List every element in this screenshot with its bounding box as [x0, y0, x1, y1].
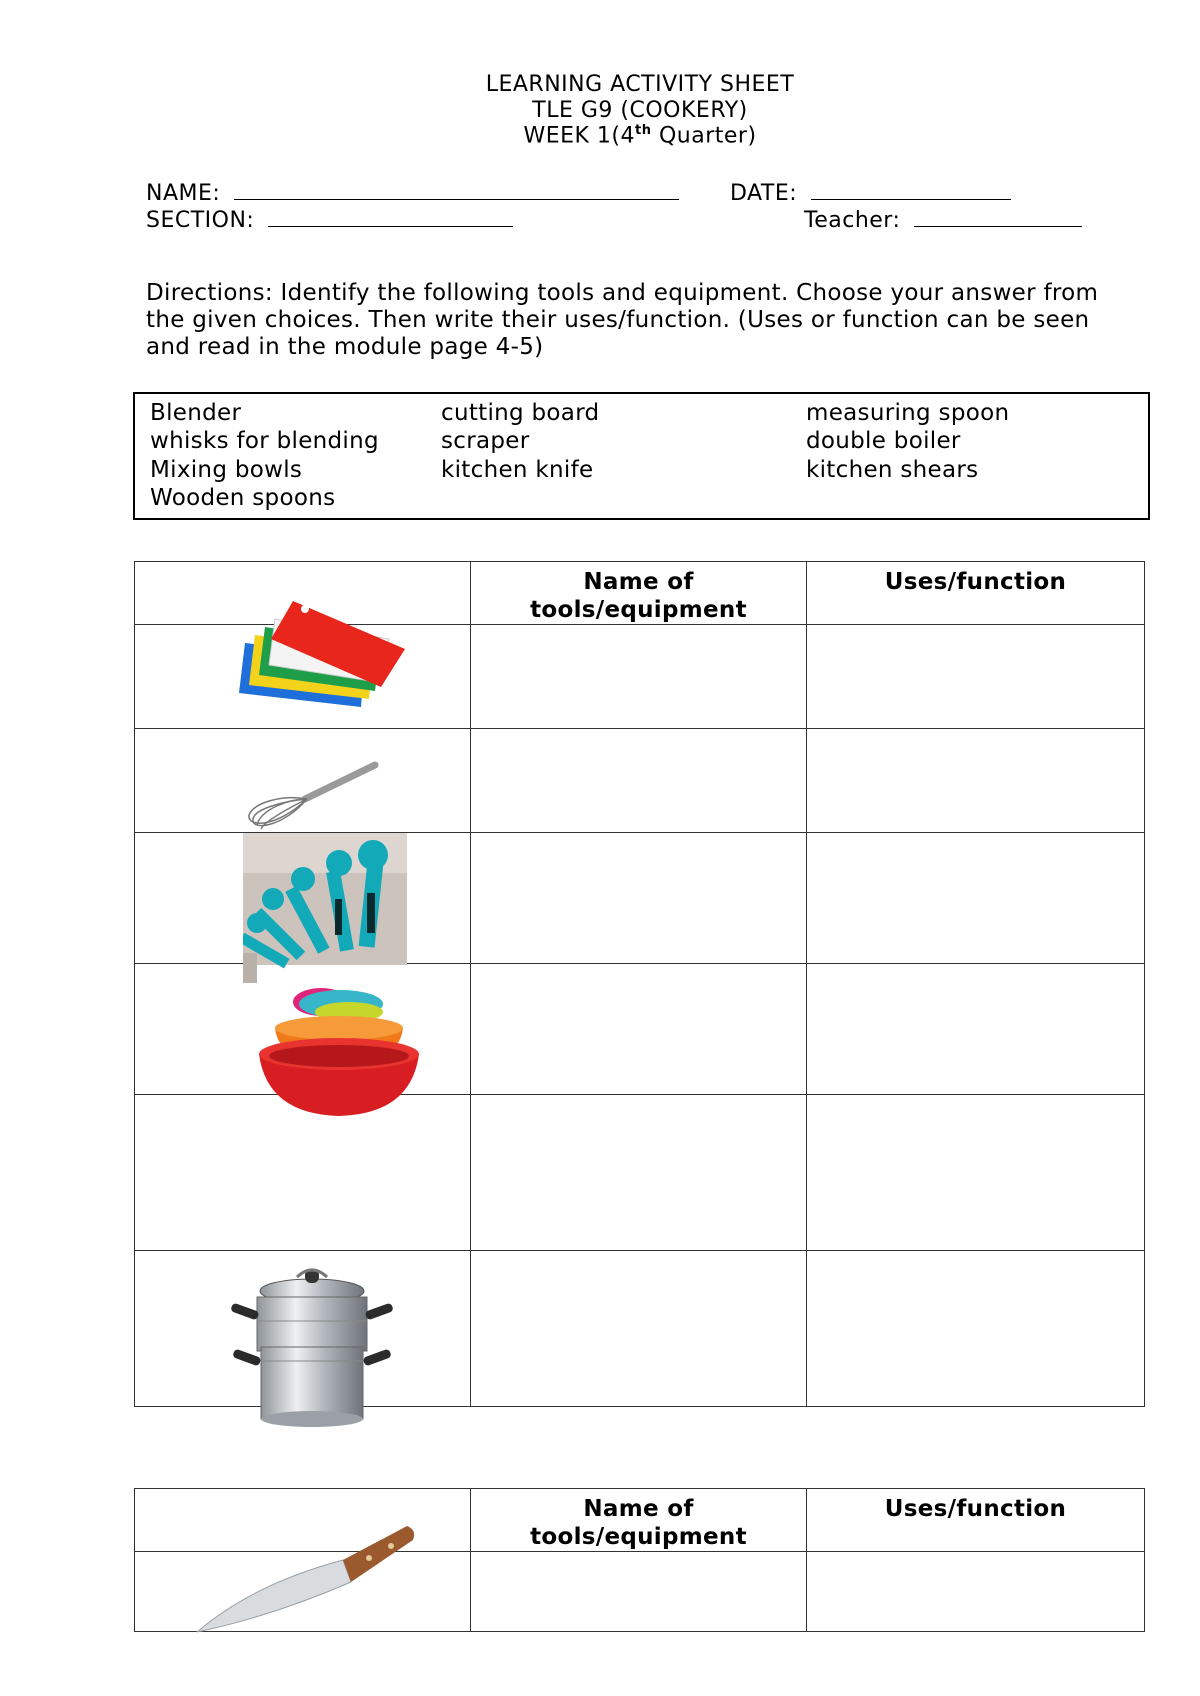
- uses-header: Uses/function: [884, 569, 1067, 595]
- name-header-line1: Name of: [583, 569, 694, 595]
- name-field: [146, 177, 679, 206]
- image-cell: [135, 729, 471, 833]
- table-row: [135, 1552, 1145, 1632]
- image-cell: [135, 1552, 471, 1632]
- table-row: [135, 729, 1145, 833]
- name-answer-cell[interactable]: [471, 833, 807, 964]
- uses-answer-cell[interactable]: [807, 833, 1145, 964]
- choice-item: kitchen knife: [441, 457, 594, 483]
- table-row: [135, 964, 1145, 1095]
- sheet-title: LEARNING ACTIVITY SHEET: [485, 72, 795, 97]
- choice-item: measuring spoon: [806, 400, 1010, 426]
- table-row: [135, 1095, 1145, 1251]
- uses-answer-cell[interactable]: [807, 1552, 1145, 1632]
- image-cell: [135, 625, 471, 729]
- name-answer-cell[interactable]: [471, 1251, 807, 1407]
- name-header-cell: [471, 562, 807, 625]
- quarter-label: Quarter): [651, 123, 757, 149]
- name-answer-cell[interactable]: [471, 1095, 807, 1251]
- kitchen-knife-icon: [193, 1520, 419, 1636]
- teacher-line[interactable]: [914, 204, 1082, 227]
- section-line[interactable]: [268, 204, 513, 227]
- choice-item: Wooden spoons: [150, 485, 336, 511]
- choice-item: scraper: [441, 428, 530, 454]
- directions-text: Directions: Identify the following tools and equipment. Choose your answer from the given choices. Then write their uses/function. (Uses or function can be seen and read in the module page 4-5): [146, 280, 1099, 360]
- choices-box: [133, 392, 1150, 520]
- uses-answer-cell[interactable]: [807, 729, 1145, 833]
- teacher-label: Teacher:: [804, 208, 901, 233]
- image-cell: [135, 833, 471, 964]
- image-cell: [135, 1251, 471, 1407]
- choice-item: Mixing bowls: [150, 457, 303, 483]
- subject-title: TLE G9 (COOKERY): [532, 98, 748, 123]
- uses-header: Uses/function: [884, 1496, 1067, 1522]
- name-label: NAME:: [146, 181, 221, 206]
- image-cell: [135, 1095, 471, 1251]
- name-header-cell: [471, 1489, 807, 1552]
- name-header: [471, 562, 806, 624]
- cutting-boards-icon: [235, 595, 415, 721]
- week-ordinal: th: [635, 123, 652, 138]
- name-answer-cell[interactable]: [471, 625, 807, 729]
- image-cell: [135, 964, 471, 1095]
- date-line[interactable]: [811, 177, 1011, 200]
- name-answer-cell[interactable]: [471, 729, 807, 833]
- uses-answer-cell[interactable]: [807, 1251, 1145, 1407]
- table-row: [135, 625, 1145, 729]
- name-header: [471, 1489, 806, 1551]
- section-field: [146, 204, 513, 233]
- tools-table-1: [134, 561, 1145, 1407]
- date-field: [730, 177, 1011, 206]
- choice-item: kitchen shears: [806, 457, 979, 483]
- teacher-field: [804, 204, 1082, 233]
- date-label: DATE:: [730, 181, 798, 206]
- section-label: SECTION:: [146, 208, 255, 233]
- whisk-icon: [245, 759, 385, 835]
- name-answer-cell[interactable]: [471, 1552, 807, 1632]
- uses-answer-cell[interactable]: [807, 964, 1145, 1095]
- name-header-line1: Name of: [583, 1496, 694, 1522]
- double-boiler-icon: [227, 1261, 397, 1429]
- tools-table-2: [134, 1488, 1145, 1632]
- week-label: WEEK 1(4: [523, 123, 635, 149]
- week-title: [40, 123, 1200, 148]
- table-row: [135, 1251, 1145, 1407]
- name-line[interactable]: [234, 177, 679, 200]
- choice-item: double boiler: [806, 428, 961, 454]
- name-header-line2: tools/equipment: [530, 597, 747, 623]
- name-answer-cell[interactable]: [471, 964, 807, 1095]
- uses-answer-cell[interactable]: [807, 1095, 1145, 1251]
- uses-header-cell: [807, 1489, 1145, 1552]
- choice-item: whisks for blending: [150, 428, 379, 454]
- name-header-line2: tools/equipment: [530, 1524, 747, 1550]
- choice-item: cutting board: [441, 400, 600, 426]
- measuring-spoons-icon: [243, 833, 407, 983]
- uses-answer-cell[interactable]: [807, 625, 1145, 729]
- choice-item: Blender: [150, 400, 242, 426]
- table-row: [135, 833, 1145, 964]
- uses-header-cell: [807, 562, 1145, 625]
